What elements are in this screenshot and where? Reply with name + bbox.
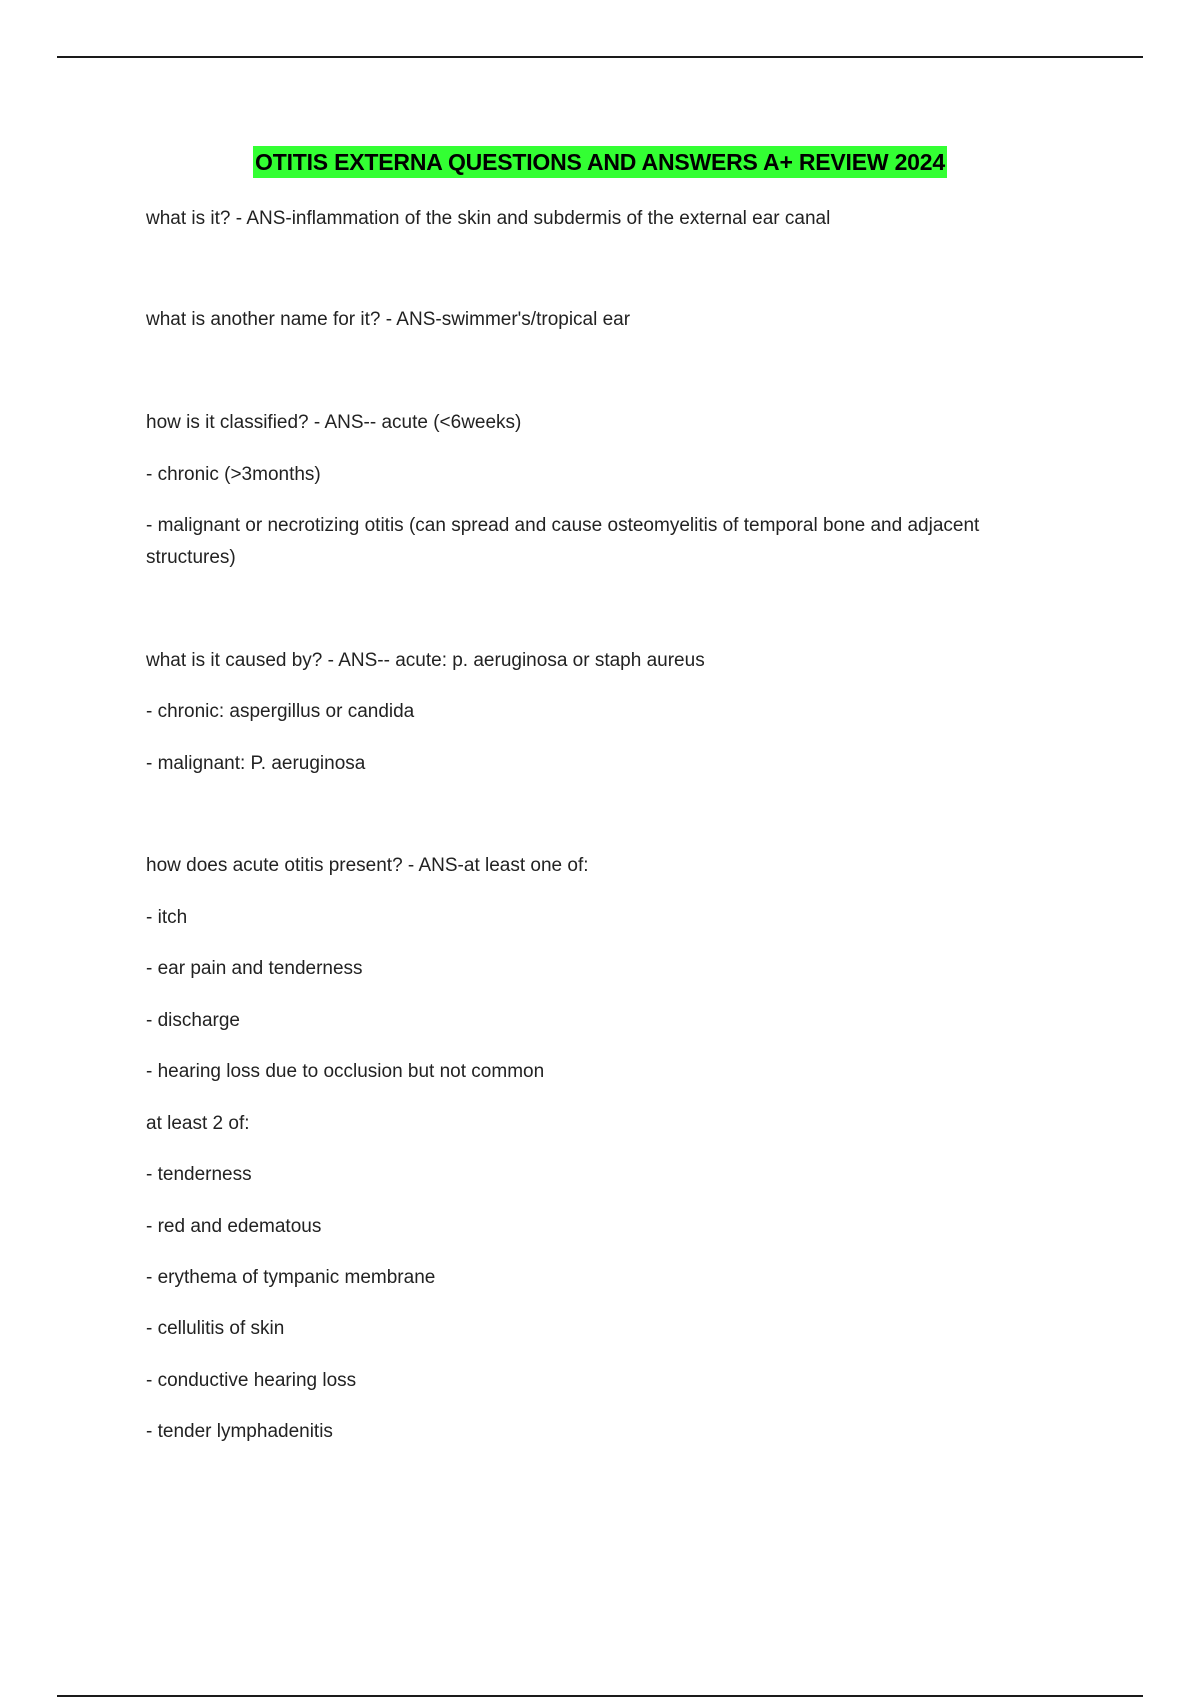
qa-line: - hearing loss due to occlusion but not common	[146, 1061, 545, 1082]
qa-line: - discharge	[146, 1010, 240, 1031]
qa-line: what is it caused by? - ANS-- acute: p. aeruginosa or staph aureus	[146, 650, 705, 671]
qa-line: - chronic: aspergillus or candida	[146, 701, 415, 722]
qa-line: - malignant: P. aeruginosa	[146, 753, 366, 774]
qa-line: - ear pain and tenderness	[146, 958, 363, 979]
qa-line: at least 2 of:	[146, 1113, 250, 1134]
qa-line: - chronic (>3months)	[146, 464, 321, 485]
qa-line: how is it classified? - ANS-- acute (<6weeks)	[146, 412, 522, 433]
qa-line: what is another name for it? - ANS-swimmer's/tropical ear	[146, 309, 631, 330]
qa-line: - tenderness	[146, 1164, 252, 1185]
bottom-rule	[57, 1695, 1143, 1697]
qa-line: - red and edematous	[146, 1216, 322, 1237]
qa-line: - erythema of tympanic membrane	[146, 1267, 436, 1288]
qa-line: what is it? - ANS-inflammation of the skin and subdermis of the external ear canal	[146, 208, 831, 229]
qa-line: - tender lymphadenitis	[146, 1421, 333, 1442]
qa-line: - conductive hearing loss	[146, 1370, 357, 1391]
title-container	[0, 146, 1200, 178]
qa-line: - itch	[146, 907, 188, 928]
qa-line: how does acute otitis present? - ANS-at least one of:	[146, 855, 589, 876]
document-title: OTITIS EXTERNA QUESTIONS AND ANSWERS A+ REVIEW 2024	[253, 146, 947, 178]
top-rule	[57, 56, 1143, 58]
qa-line: - cellulitis of skin	[146, 1318, 285, 1339]
qa-line: - malignant or necrotizing otitis (can spread and cause osteomyelitis of temporal bone and adjacent structures)	[146, 515, 980, 568]
